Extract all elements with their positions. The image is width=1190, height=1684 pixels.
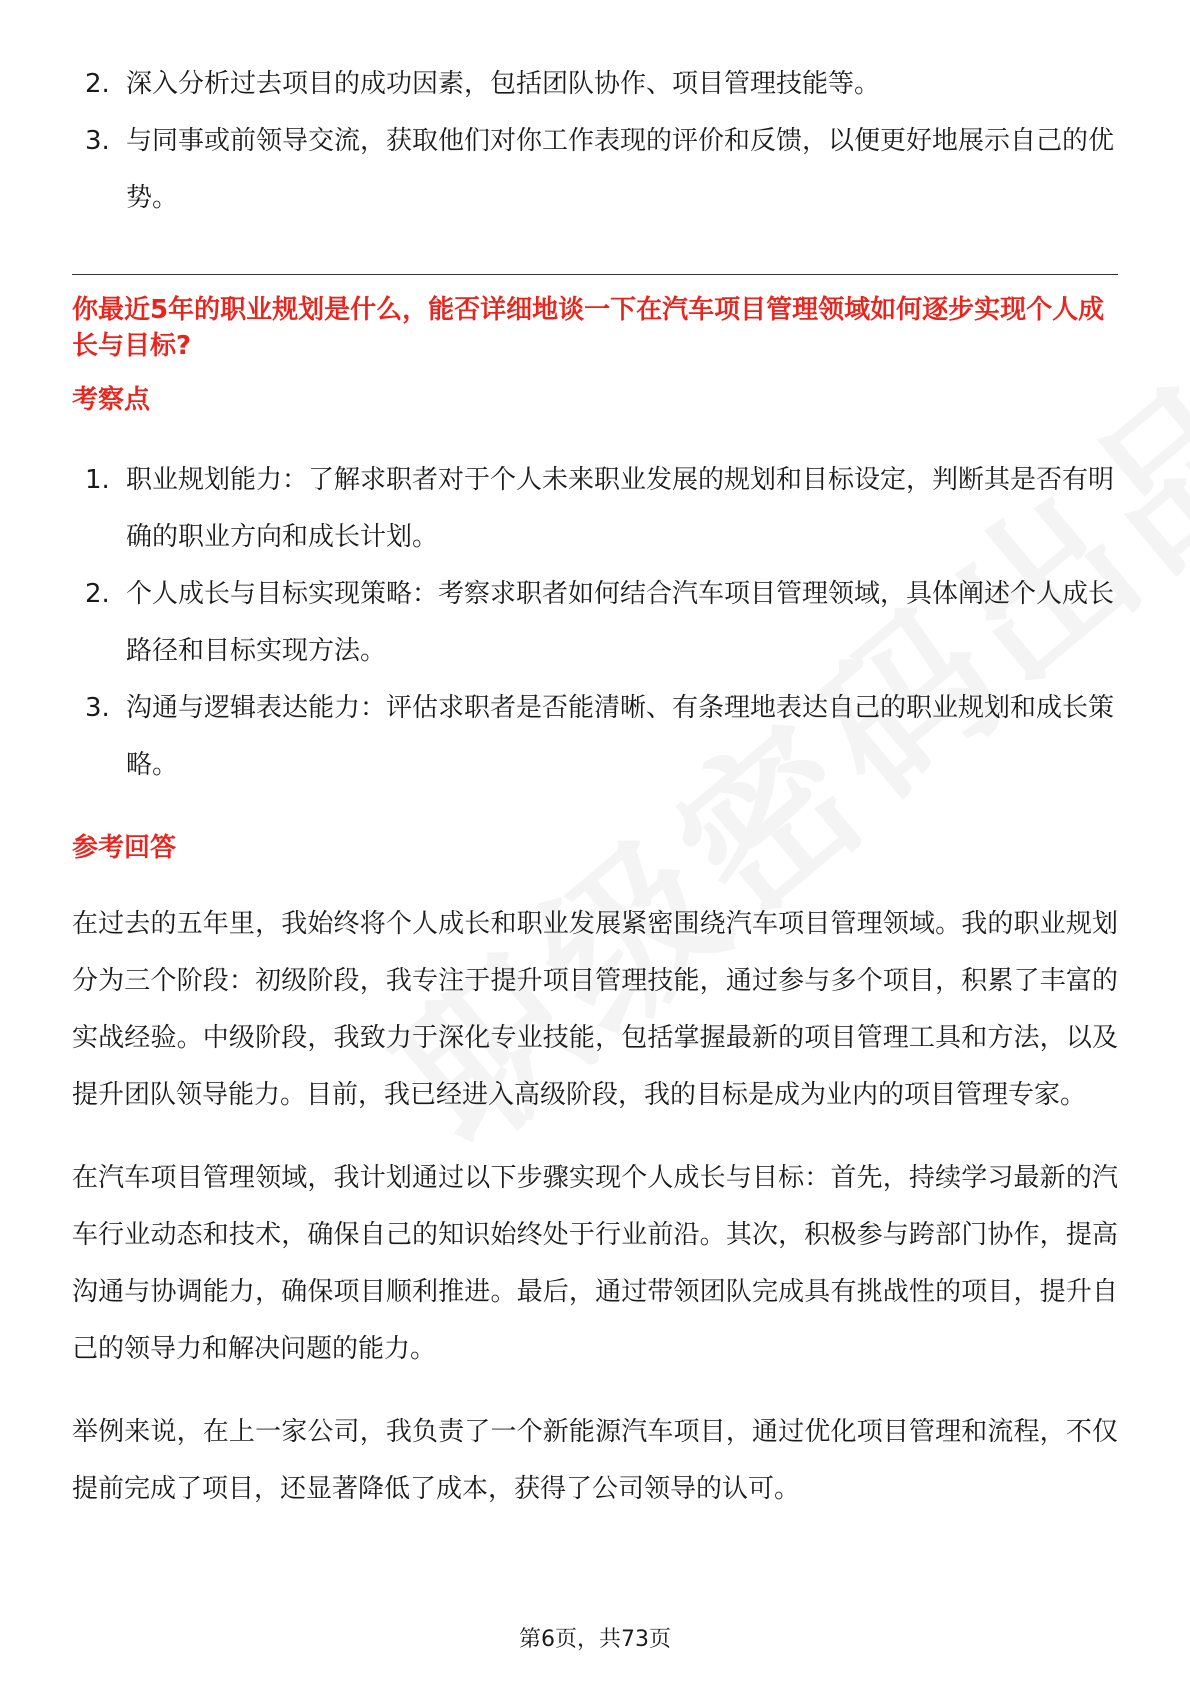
list-item-text: 与同事或前领导交流，获取他们对你工作表现的评价和反馈，以便更好地展示自己的优势。 <box>126 126 1115 213</box>
page-number: 第6页，共73页 <box>519 1627 671 1652</box>
assessment-title: 考察点 <box>72 385 151 415</box>
list-item-text: 个人成长与目标实现策略：考察求职者如何结合汽车项目管理领域，具体阐述个人成长路径和目标实现方法。 <box>126 579 1115 666</box>
list-item-number: 2. <box>85 579 110 609</box>
top-list <box>72 56 1118 227</box>
answer-paragraph: 在汽车项目管理领域，我计划通过以下步骤实现个人成长与目标：首先，持续学习最新的汽车行业动态和技术，确保自己的知识始终处于行业前沿。其次，积极参与跨部门协作，提高沟通与协调能力，确保项目顺利推进。最后，通过带领团队完成具有挑战性的项目，提升自己的领导力和解决问题的能力。 <box>72 1163 1118 1364</box>
assessment-list <box>72 452 1118 794</box>
list-item <box>72 566 1118 680</box>
page-content <box>72 56 1118 1518</box>
list-item-text: 沟通与逻辑表达能力：评估求职者是否能清晰、有条理地表达自己的职业规划和成长策略。 <box>126 693 1115 780</box>
list-item-number: 3. <box>85 693 110 723</box>
answer-paragraph: 在过去的五年里，我始终将个人成长和职业发展紧密围绕汽车项目管理领域。我的职业规划分为三个阶段：初级阶段，我专注于提升项目管理技能，通过参与多个项目，积累了丰富的实战经验。中级阶段，我致力于深化专业技能，包括掌握最新的项目管理工具和方法，以及提升团队领导能力。目前，我已经进入高级阶段，我的目标是成为业内的项目管理专家。 <box>72 909 1118 1110</box>
answer-title: 参考回答 <box>72 833 177 863</box>
answer-paragraph: 举例来说，在上一家公司，我负责了一个新能源汽车项目，通过优化项目管理和流程，不仅提前完成了项目，还显著降低了成本，获得了公司领导的认可。 <box>72 1417 1118 1504</box>
list-item-number: 1. <box>85 465 110 495</box>
question-heading: 你最近5年的职业规划是什么，能否详细地谈一下在汽车项目管理领域如何逐步实现个人成长与目标? <box>72 295 1105 361</box>
list-item-number: 3. <box>85 126 110 156</box>
list-item <box>72 113 1118 227</box>
list-item <box>72 56 1118 113</box>
list-item-text: 深入分析过去项目的成功因素，包括团队协作、项目管理技能等。 <box>126 69 881 99</box>
list-item <box>72 680 1118 794</box>
list-item-text: 职业规划能力：了解求职者对于个人未来职业发展的规划和目标设定，判断其是否有明确的职业方向和成长计划。 <box>126 465 1115 552</box>
list-item <box>72 452 1118 566</box>
list-item-number: 2. <box>85 69 110 99</box>
